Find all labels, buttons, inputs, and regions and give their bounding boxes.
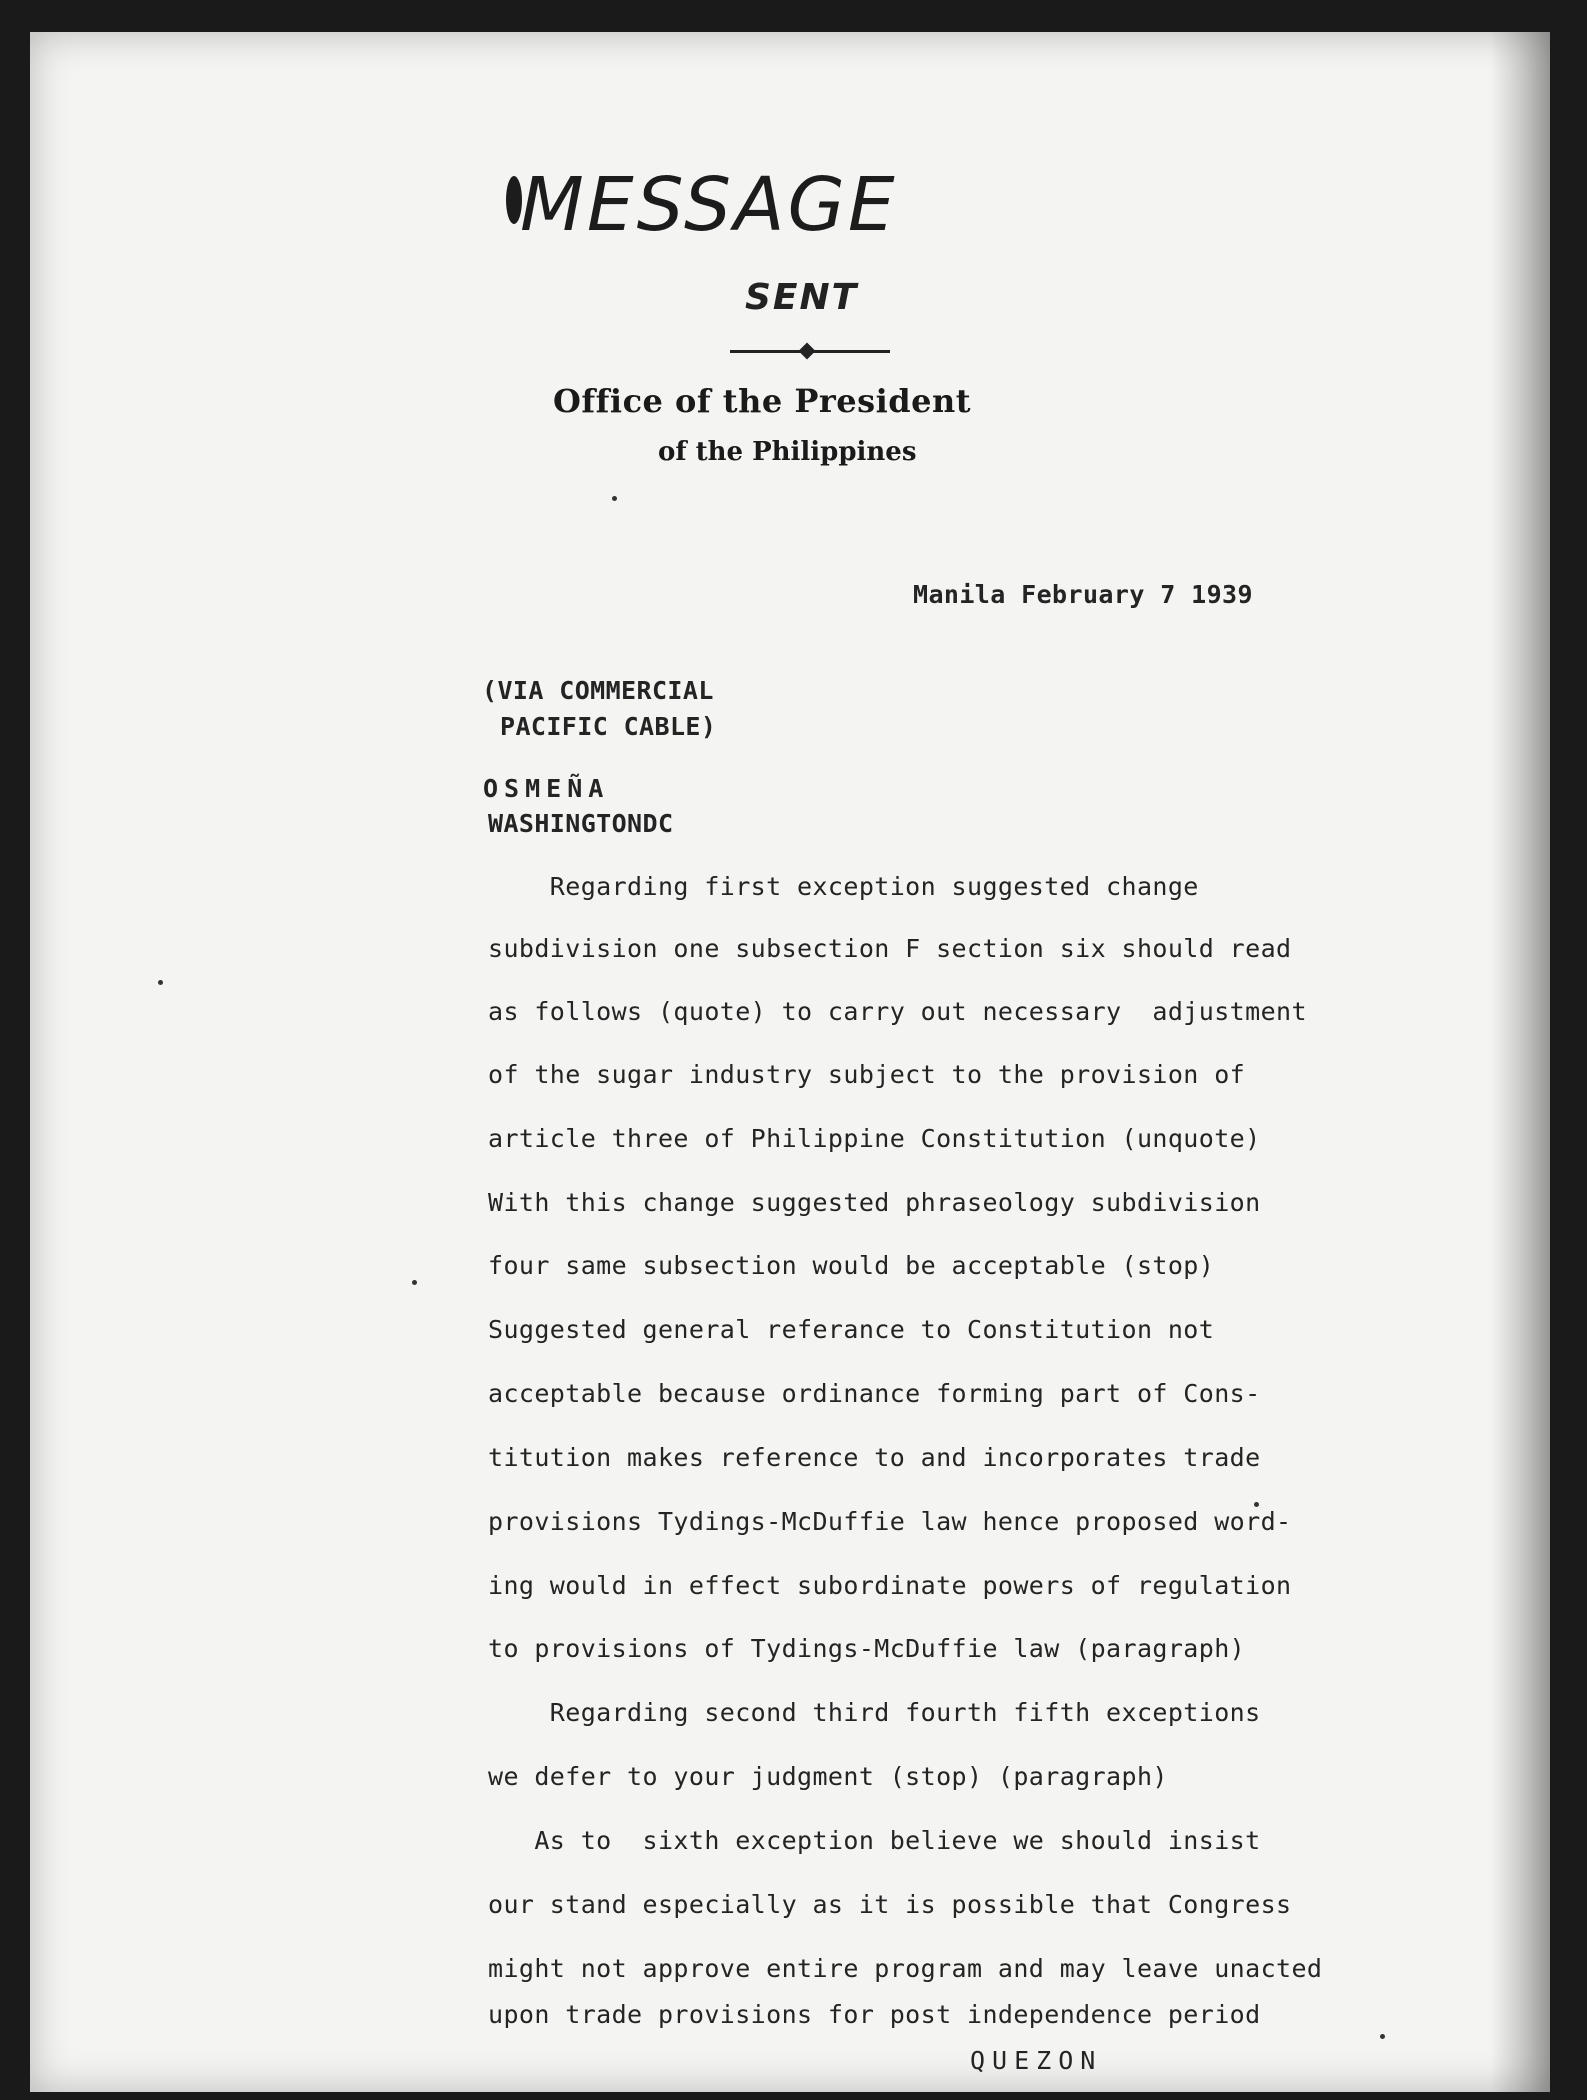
body-line: upon trade provisions for post independence period [488,2000,1261,2029]
body-line: acceptable because ordinance forming part of Cons- [488,1379,1261,1408]
paper-speck [412,1280,417,1285]
message-sent-label: SENT [745,277,859,318]
paper-speck [1380,2034,1385,2039]
body-line: subdivision one subsection F section six should read [488,934,1292,963]
body-line: titution makes reference to and incorporates trade [488,1443,1261,1472]
document-page [30,32,1550,2092]
body-line: provisions Tydings-McDuffie law hence proposed word- [488,1507,1292,1536]
body-line: to provisions of Tydings-McDuffie law (paragraph) [488,1634,1246,1663]
body-line: Regarding first exception suggested change [488,872,1199,901]
body-line: of the sugar industry subject to the provision of [488,1060,1246,1089]
paper-speck [612,496,617,501]
paper-speck [1254,1502,1259,1507]
addressee-name: OSMEÑA [483,774,610,803]
signature: QUEZON [970,2046,1103,2075]
body-line: we defer to your judgment (stop) (paragraph) [488,1762,1168,1791]
body-line: four same subsection would be acceptable (stop) [488,1251,1215,1280]
body-line: article three of Philippine Constitution (unquote) [488,1124,1261,1153]
date-line: Manila February 7 1939 [913,580,1253,609]
addressee-location: WASHINGTONDC [488,809,674,838]
decorative-rule [730,350,890,353]
diamond-ornament-icon [799,343,816,360]
body-line: our stand especially as it is possible that Congress [488,1890,1292,1919]
office-country: of the Philippines [658,437,917,467]
body-line: With this change suggested phraseology subdivision [488,1188,1261,1217]
body-line: as follows (quote) to carry out necessary adjustment [488,997,1307,1026]
message-title: MESSAGE [520,162,898,248]
office-name: Office of the President [553,382,972,420]
via-line-1: (VIA COMMERCIAL [482,676,714,705]
via-line-2: PACIFIC CABLE) [500,712,717,741]
paper-speck [158,980,163,985]
body-line: As to sixth exception believe we should insist [488,1826,1261,1855]
body-line: might not approve entire program and may leave unacted [488,1954,1323,1983]
body-line: ing would in effect subordinate powers of regulation [488,1571,1292,1600]
body-line: Suggested general referance to Constitution not [488,1315,1215,1344]
body-line: Regarding second third fourth fifth exceptions [488,1698,1261,1727]
